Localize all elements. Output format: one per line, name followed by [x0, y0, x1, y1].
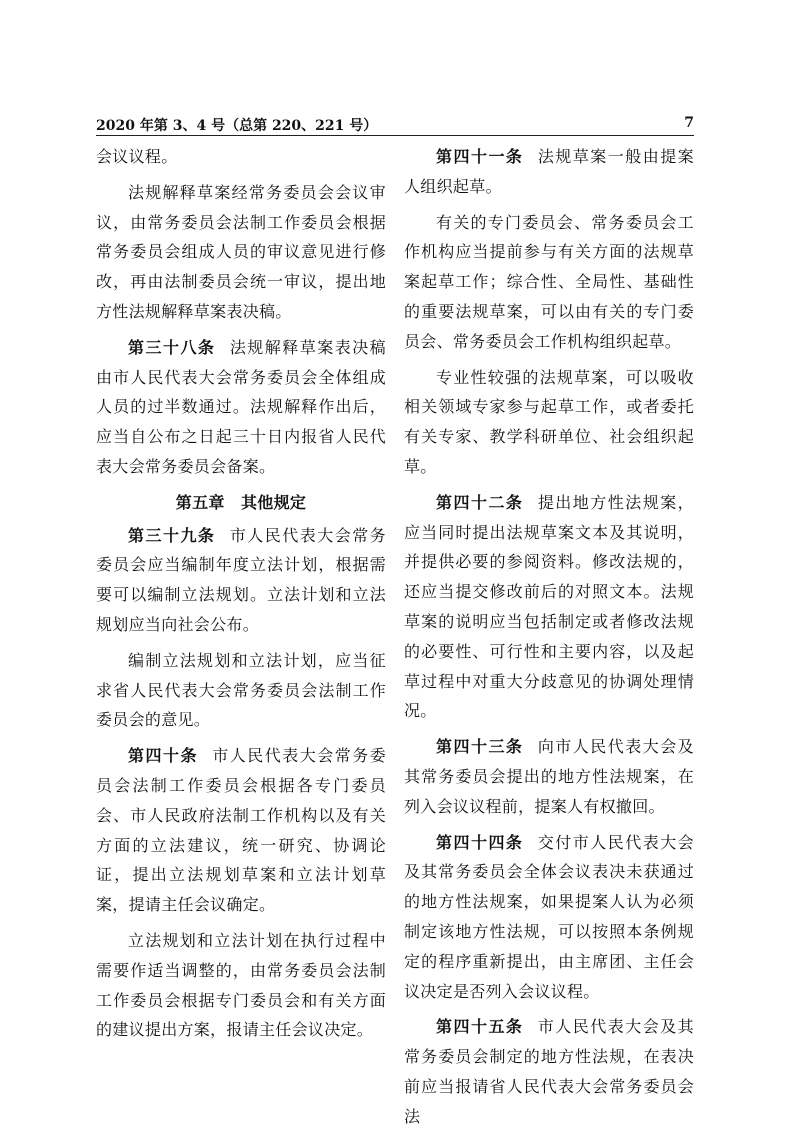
- article-number: 第四十五条: [436, 1017, 524, 1037]
- article-number: 第四十二条: [436, 492, 524, 512]
- paragraph: [96, 521, 386, 640]
- paragraph: [96, 178, 386, 327]
- paragraph-text: 市人民代表大会常务委员会应当编制年度立法计划，根据需要可以编制立法规划。立法计划和立法规划应当向社会公布。: [96, 525, 386, 634]
- paragraph-text: 向市人民代表大会及其常务委员会提出的地方性法规案，在列入会议议程前，提案人有权撤回。: [404, 737, 694, 816]
- paragraph: [96, 142, 386, 172]
- paragraph: [96, 926, 386, 1045]
- article-number: 第四十四条: [436, 832, 524, 852]
- page-header: [96, 113, 694, 135]
- article-number: 第三十八条: [128, 337, 216, 357]
- journal-issue-title: 2020 年第 3、4 号（总第 220、221 号）: [96, 118, 378, 134]
- paragraph-text: 立法规划和立法计划在执行过程中需要作适当调整的，由常务委员会法制工作委员会根据专门委员会和有关方面的建议提出方案，报请主任会议决定。: [96, 930, 386, 1040]
- paragraph-text: 法规解释草案表决稿由市人民代表大会常务委员会全体组成人员的过半数通过。法规解释作出后，应当自公布之日起三十日内报省人民代表大会常务委员会备案。: [96, 337, 386, 476]
- paragraph: [96, 741, 386, 920]
- paragraph: [404, 828, 694, 1007]
- chapter-heading: 第五章 其他规定: [175, 492, 307, 512]
- article-number: 第四十一条: [436, 147, 524, 166]
- paragraph: [404, 732, 694, 821]
- paragraph-text: 市人民代表大会及其常务委员会制定的地方性法规，在表决前应当报请省人民代表大会常务委员会法: [404, 1017, 694, 1126]
- paragraph-text: 编制立法规划和立法计划，应当征求省人民代表大会常务委员会法制工作委员会的意见。: [96, 650, 386, 730]
- paragraph: [404, 488, 694, 726]
- paragraph-text: 会议议程。: [96, 147, 178, 166]
- article-number: 第三十九条: [128, 525, 216, 545]
- paragraph: [404, 208, 694, 357]
- paragraph: [404, 1012, 694, 1131]
- header-rule: [96, 135, 694, 136]
- article-number: 第四十三条: [436, 737, 524, 757]
- page-number: 7: [684, 115, 694, 131]
- paragraph: [96, 333, 386, 482]
- paragraph-text: 专业性较强的法规草案，可以吸收相关领域专家参与起草工作，或者委托有关专家、教学科研单位、社会组织起草。: [404, 367, 694, 476]
- left-column: [96, 142, 386, 1051]
- right-column: [404, 142, 694, 1138]
- paragraph-text: 提出地方性法规案，应当同时提出法规草案文本及其说明，并提供必要的参阅资料。修改法规的，还应当提交修改前后的对照文本。法规草案的说明应当包括制定或者修改法规的必要性、可行性和主要内容，以及起草过程中对重大分歧意见的协调处理情况。: [404, 492, 694, 721]
- paragraph-text: 市人民代表大会常务委员会法制工作委员会根据各专门委员会、市人民政府法制工作机构以及有关方面的立法建议，统一研究、协调论证，提出立法规划草案和立法计划草案，提请主任会议确定。: [96, 746, 386, 915]
- paragraph: [404, 142, 694, 202]
- paragraph: [96, 646, 386, 735]
- paragraph-text: 法规草案一般由提案人组织起草。: [404, 147, 694, 196]
- paragraph: [404, 363, 694, 482]
- paragraph-text: 有关的专门委员会、常务委员会工作机构应当提前参与有关方面的法规草案起草工作；综合性、全局性、基础性的重要法规草案，可以由有关的专门委员会、常务委员会工作机构组织起草。: [404, 212, 694, 351]
- paragraph-text: 交付市人民代表大会及其常务委员会全体会议表决未获通过的地方性法规案，如果提案人认为必须制定该地方性法规，可以按照本条例规定的程序重新提出，由主席团、主任会议决定是否列入会议议程。: [404, 832, 694, 1001]
- paragraph-text: 法规解释草案经常务委员会会议审议，由常务委员会法制工作委员会根据常务委员会组成人员的审议意见进行修改，再由法制委员会统一审议，提出地方性法规解释草案表决稿。: [96, 182, 386, 321]
- article-number: 第四十条: [128, 746, 198, 766]
